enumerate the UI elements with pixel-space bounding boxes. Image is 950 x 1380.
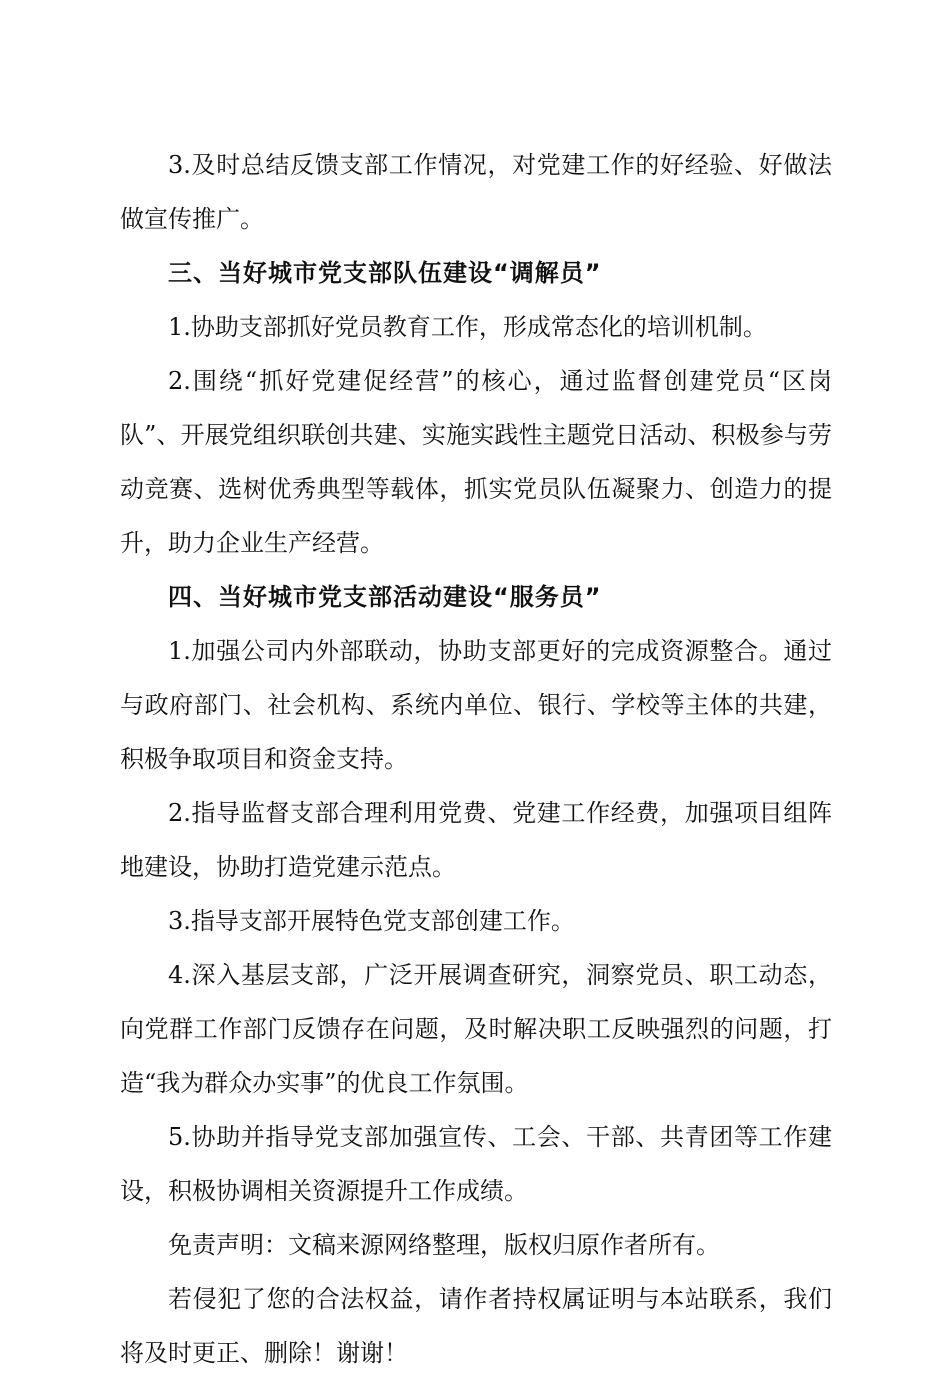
- paragraph-item-2-funds: 2.指导监督支部合理利用党费、党建工作经费，加强项目组阵地建设，协助打造党建示范点。: [120, 799, 832, 881]
- paragraph-item-3-summary: 3.及时总结反馈支部工作情况，对党建工作的好经验、好做法做宣传推广。: [120, 151, 832, 233]
- paragraph-item-1-education: 1.协助支部抓好党员教育工作，形成常态化的培训机制。: [168, 313, 767, 341]
- section-heading-four: 四、当好城市党支部活动建设“服务员”: [168, 583, 602, 611]
- document-body: [120, 138, 832, 1380]
- disclaimer-statement: 免责声明：文稿来源网络整理，版权归原作者所有。: [168, 1231, 720, 1259]
- paragraph-item-5-coordination: 5.协助并指导党支部加强宣传、工会、干部、共青团等工作建设，积极协调相关资源提升工作成绩。: [120, 1123, 832, 1205]
- paragraph-item-2-core: 2.围绕“抓好党建促经营”的核心，通过监督创建党员“区岗队”、开展党组织联创共建、实施实践性主题党日活动、积极参与劳动竞赛、选树优秀典型等载体，抓实党员队伍凝聚力、创造力的提升，助力企业生产经营。: [120, 367, 832, 557]
- paragraph-item-4-research: 4.深入基层支部，广泛开展调查研究，洞察党员、职工动态，向党群工作部门反馈存在问题，及时解决职工反映强烈的问题，打造“我为群众办实事”的优良工作氛围。: [120, 961, 832, 1097]
- section-heading-three: 三、当好城市党支部队伍建设“调解员”: [168, 259, 602, 287]
- paragraph-item-1-linkage: 1.加强公司内外部联动，协助支部更好的完成资源整合。通过与政府部门、社会机构、系统内单位、银行、学校等主体的共建，积极争取项目和资金支持。: [120, 637, 832, 773]
- paragraph-item-3-special: 3.指导支部开展特色党支部创建工作。: [168, 907, 575, 935]
- infringement-notice: 若侵犯了您的合法权益，请作者持权属证明与本站联系，我们将及时更正、删除！谢谢！: [120, 1285, 832, 1367]
